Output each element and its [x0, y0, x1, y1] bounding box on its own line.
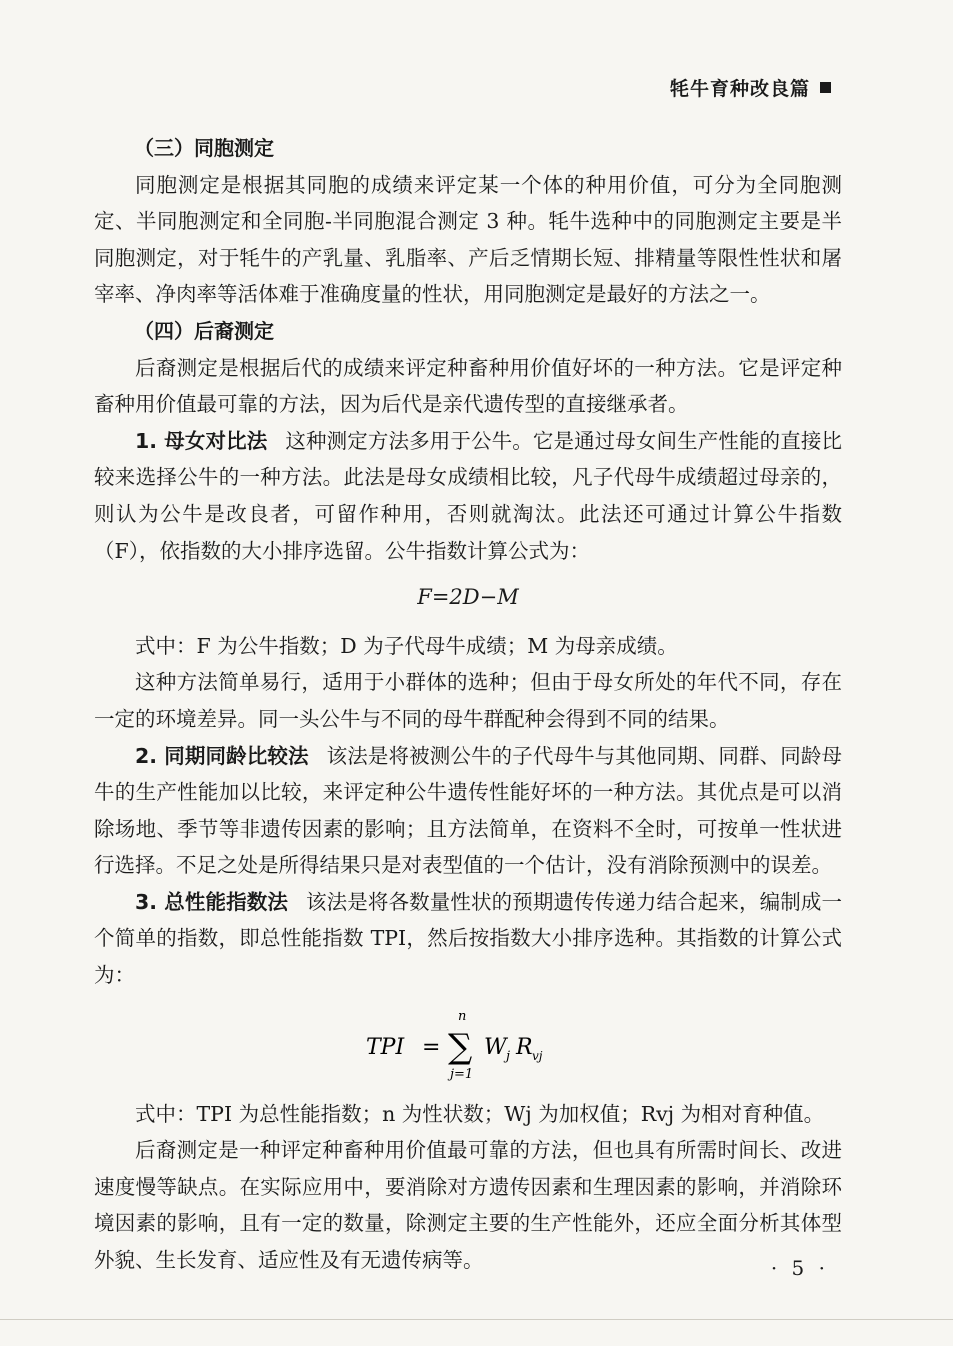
method-3-title: 3. 总性能指数法 — [135, 889, 289, 914]
method-3-text: 该法是将各数量性状的预期遗传传递力结合起来，编制成一个简单的指数，即总性能指数 TPI，然后按指数大小排序选种。其指数的计算公式为： — [94, 889, 842, 988]
formula-bull-index: F=2D−M — [417, 585, 519, 610]
method-2-text: 该法是将被测公牛的子代母牛与其他同期、同群、同龄母牛的生产性能加以比较，来评定种公牛遗传性能好坏的一种方法。其优点是可以消除场地、季节等非遗传因素的影响；且方法简单，在资料不全时，可按单一性状进行选择。不足之处是所得结果只是对表型值的一个估计，没有消除预测中的误差。 — [94, 743, 842, 878]
weight-symbol: W — [484, 1034, 507, 1060]
page-number: · 5 · — [770, 1256, 829, 1280]
formula-tpi — [94, 1006, 842, 1084]
section-heading-progeny-test: （四）后裔测定 — [134, 318, 274, 343]
paragraph-method-3 — [94, 884, 842, 994]
method-1-text: 这种测定方法多用于公牛。它是通过母女间生产性能的直接比较来选择公牛的一种方法。此法是母女成绩相比较，凡子代母牛成绩超过母亲的，则认为公牛是改良者，可留作种用，否则就淘汰。此法还可通过计算公牛指数（F），依指数的大小排序选留。公牛指数计算公式为： — [94, 428, 842, 563]
formula-tpi-svg — [338, 1006, 598, 1084]
sum-lower: j=1 — [450, 1066, 474, 1082]
breeding-value-subscript: vj — [532, 1048, 543, 1063]
weight-subscript: j — [506, 1048, 511, 1064]
running-header-title: 牦牛育种改良篇 — [669, 78, 810, 100]
sum-icon: ∑ — [448, 1026, 473, 1067]
tpi-lhs: TPI — [366, 1034, 405, 1060]
paragraph-method-1 — [94, 423, 842, 569]
paragraph-conclusion: 后裔测定是一种评定种畜种用价值最可靠的方法，但也具有所需时间长、改进速度慢等缺点。在实际应用中，要消除对方遗传因素和生理因素的影响，并消除环境因素的影响，且有一定的数量，除测定主要的生产性能外，还应全面分析其体型外貌、生长发育、适应性及有无遗传病等。 — [94, 1138, 842, 1273]
section-heading-sibling-test: （三）同胞测定 — [134, 136, 274, 160]
paragraph-progeny-test: 后裔测定是根据后代的成绩来评定种畜种用价值好坏的一种方法。它是评定种畜种用价值最可靠的方法，因为后代是亲代遗传型的直接继承者。 — [94, 355, 842, 417]
page-body — [94, 130, 842, 1279]
paragraph-sibling-test: 同胞测定是根据其同胞的成绩来评定某一个体的种用价值，可分为全同胞测定、半同胞测定和全同胞-半同胞混合测定 3 种。牦牛选种中的同胞测定主要是半同胞测定，对于牦牛的产乳量、乳脂率、产后乏情期长短、排精量等限性性状和屠宰率、净肉率等活体难于准确度量的性状，用同胞测定是最好的方法之一。 — [94, 172, 842, 307]
tpi-equals: = — [422, 1034, 441, 1060]
formula-1-explanation: 式中：F 为公牛指数；D 为子代母牛成绩；M 为母亲成绩。 — [135, 633, 678, 658]
method-2-title: 2. 同期同龄比较法 — [135, 743, 309, 768]
breeding-value-symbol: R — [516, 1034, 533, 1060]
running-header — [670, 74, 831, 101]
paragraph-method-2 — [94, 738, 842, 884]
sum-upper: n — [458, 1008, 467, 1024]
method-1-title: 1. 母女对比法 — [135, 428, 268, 453]
formula-2-explanation: 式中：TPI 为总性能指数；n 为性状数；Wj 为加权值；Rvj 为相对育种值。 — [135, 1101, 825, 1126]
header-square-icon — [820, 82, 831, 93]
paragraph-method-1-note: 这种方法简单易行，适用于小群体的选种；但由于母女所处的年代不同，存在一定的环境差异。同一头公牛与不同的母牛群配种会得到不同的结果。 — [94, 670, 842, 731]
page-bottom-edge — [0, 1319, 953, 1320]
